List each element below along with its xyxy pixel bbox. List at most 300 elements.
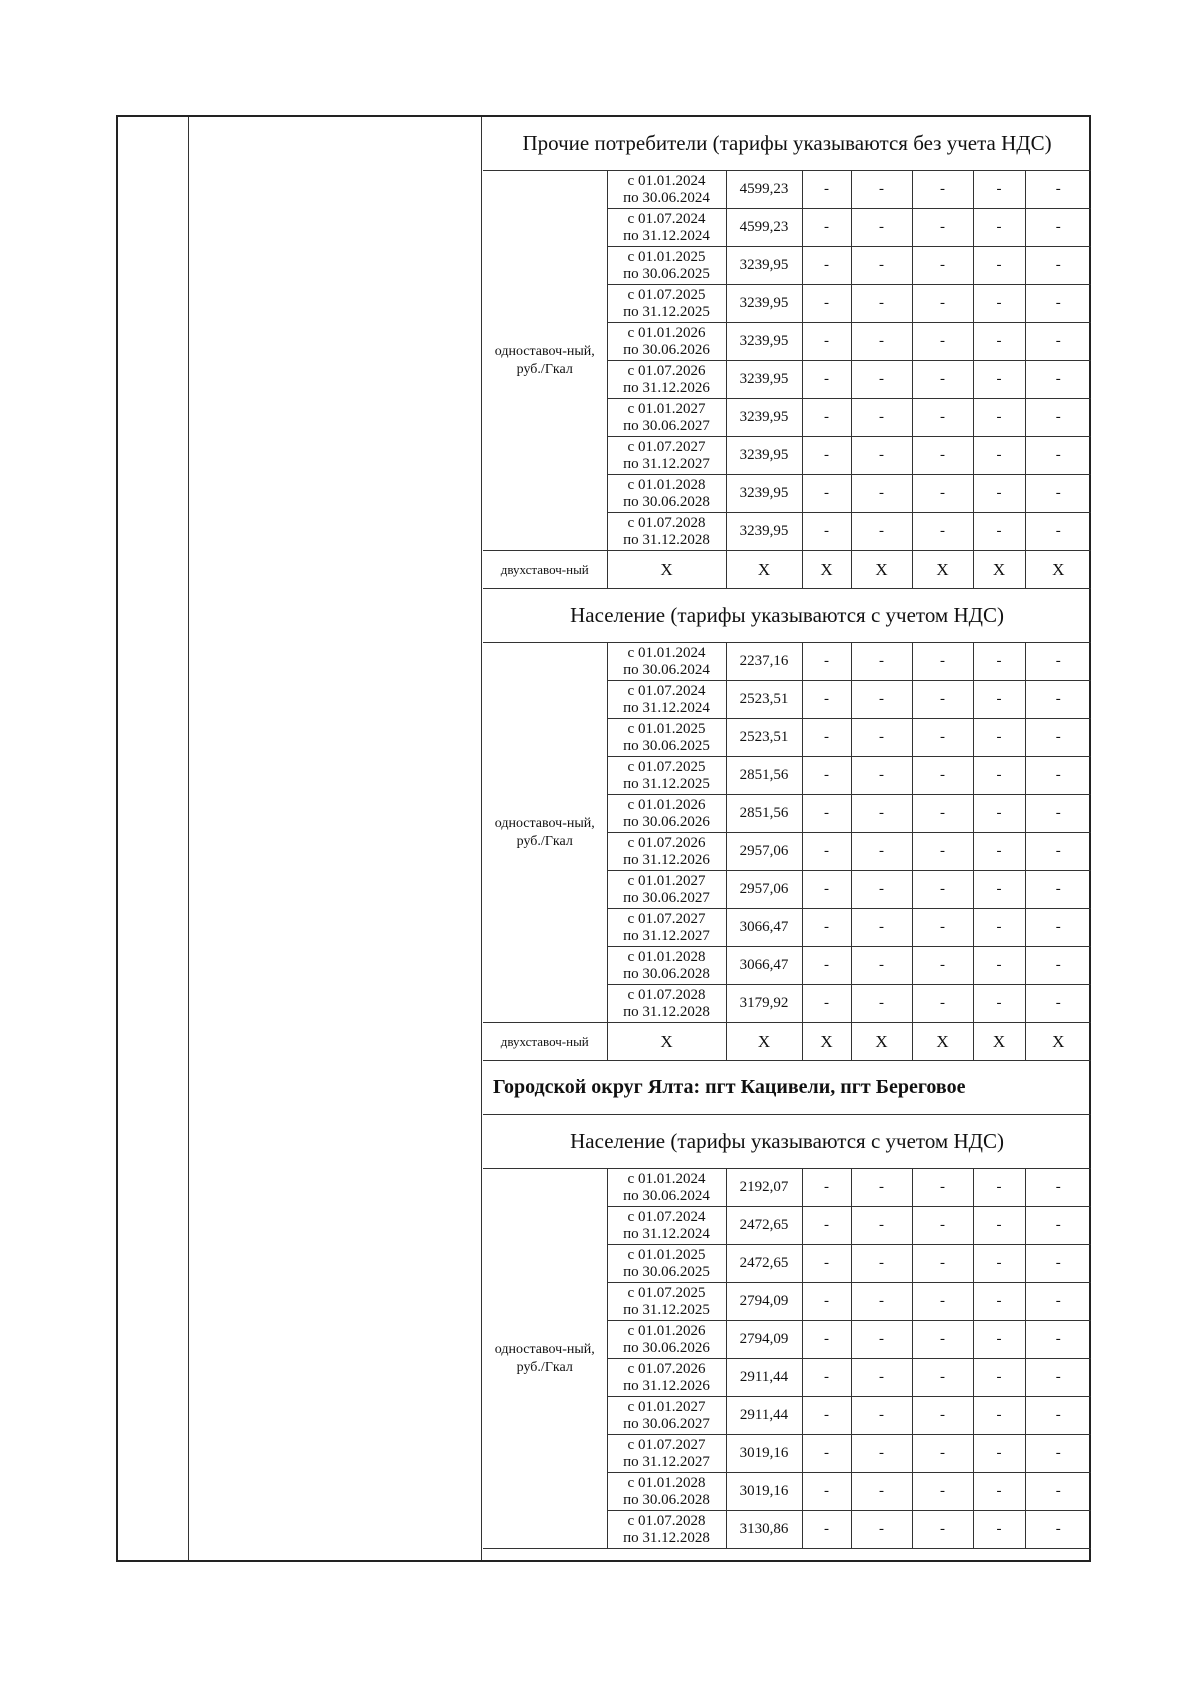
period-from: с 01.07.2027 [627,1436,706,1453]
empty-dash: - [912,1245,973,1283]
empty-dash: - [802,1169,851,1207]
empty-dash: - [851,475,912,513]
period-from: с 01.01.2024 [627,1170,706,1187]
period-to: по 31.12.2027 [623,1453,710,1470]
empty-dash: - [1025,475,1091,513]
empty-dash: - [851,437,912,475]
period-cell [607,247,726,285]
tariff-value: 2523,51 [726,719,802,757]
period-cell [607,719,726,757]
empty-dash: - [973,947,1025,985]
period-to: по 31.12.2028 [623,1003,710,1020]
empty-dash: - [973,871,1025,909]
period-from: с 01.07.2028 [627,514,706,531]
tariff-value: 3066,47 [726,909,802,947]
period-from: с 01.01.2025 [627,248,706,265]
not-applicable-mark: X [973,1023,1025,1061]
period-to: по 31.12.2026 [623,379,710,396]
empty-dash: - [1025,719,1091,757]
empty-dash: - [851,871,912,909]
tariff-row-double [483,1023,1091,1061]
period-cell [607,643,726,681]
period-from: с 01.01.2026 [627,1322,706,1339]
empty-dash: - [851,1435,912,1473]
tariff-value: 2957,06 [726,871,802,909]
period-from: с 01.07.2027 [627,438,706,455]
tariff-value: 3130,86 [726,1511,802,1549]
empty-dash: - [912,719,973,757]
not-applicable-mark: X [851,551,912,589]
tariff-value: 3019,16 [726,1473,802,1511]
period-to: по 30.06.2025 [623,737,710,754]
empty-dash: - [1025,1511,1091,1549]
empty-dash: - [802,833,851,871]
empty-dash: - [912,209,973,247]
empty-dash: - [1025,947,1091,985]
empty-dash: - [973,1359,1025,1397]
empty-dash: - [912,1511,973,1549]
period-to: по 30.06.2027 [623,889,710,906]
period-from: с 01.01.2028 [627,948,706,965]
empty-dash: - [851,209,912,247]
column-divider [481,117,482,1560]
period-cell [607,1321,726,1359]
empty-dash: - [851,1283,912,1321]
period-from: с 01.07.2028 [627,986,706,1003]
empty-dash: - [973,1397,1025,1435]
empty-dash: - [973,643,1025,681]
tariff-value: 2472,65 [726,1207,802,1245]
tariff-value: 2851,56 [726,795,802,833]
empty-dash: - [802,985,851,1023]
empty-dash: - [1025,681,1091,719]
empty-dash: - [851,247,912,285]
empty-dash: - [851,361,912,399]
not-applicable-mark: X [802,551,851,589]
empty-dash: - [973,437,1025,475]
period-from: с 01.07.2026 [627,834,706,851]
tariff-type-single: одноставоч-ный, руб./Гкал [483,643,607,1023]
period-from: с 01.01.2028 [627,476,706,493]
not-applicable-mark: X [607,1023,726,1061]
period-to: по 30.06.2028 [623,965,710,982]
empty-dash: - [802,947,851,985]
period-to: по 31.12.2026 [623,851,710,868]
empty-dash: - [851,909,912,947]
period-cell [607,985,726,1023]
empty-dash: - [851,985,912,1023]
tariff-value: 2957,06 [726,833,802,871]
empty-dash: - [802,1397,851,1435]
empty-dash: - [1025,1321,1091,1359]
empty-dash: - [912,361,973,399]
empty-dash: - [851,171,912,209]
period-cell [607,1207,726,1245]
empty-dash: - [851,1397,912,1435]
period-cell [607,1359,726,1397]
not-applicable-mark: X [1025,1023,1091,1061]
empty-dash: - [851,833,912,871]
not-applicable-mark: X [912,1023,973,1061]
period-from: с 01.07.2024 [627,682,706,699]
empty-dash: - [912,1321,973,1359]
tariff-value: 2523,51 [726,681,802,719]
tariff-value: 2911,44 [726,1397,802,1435]
period-to: по 31.12.2025 [623,1301,710,1318]
empty-dash: - [851,323,912,361]
empty-dash: - [851,1473,912,1511]
period-cell [607,1245,726,1283]
section-heading-row [483,117,1091,171]
not-applicable-mark: X [973,551,1025,589]
period-from: с 01.01.2026 [627,796,706,813]
empty-dash: - [851,681,912,719]
empty-dash: - [851,1169,912,1207]
empty-dash: - [973,323,1025,361]
section-heading: Население (тарифы указываются с учетом НДС) [483,1115,1091,1169]
empty-dash: - [973,171,1025,209]
empty-dash: - [912,1397,973,1435]
empty-dash: - [802,1435,851,1473]
empty-dash: - [973,1207,1025,1245]
empty-dash: - [1025,1435,1091,1473]
empty-dash: - [851,1207,912,1245]
empty-dash: - [851,1321,912,1359]
period-from: с 01.01.2027 [627,872,706,889]
empty-dash: - [912,947,973,985]
empty-dash: - [851,719,912,757]
empty-dash: - [973,795,1025,833]
empty-dash: - [973,909,1025,947]
empty-dash: - [851,513,912,551]
period-cell [607,171,726,209]
empty-dash: - [912,681,973,719]
not-applicable-mark: X [912,551,973,589]
empty-dash: - [912,871,973,909]
tariff-row [483,643,1091,681]
period-to: по 30.06.2024 [623,189,710,206]
empty-dash: - [802,643,851,681]
period-cell [607,399,726,437]
empty-dash: - [802,323,851,361]
empty-dash: - [1025,643,1091,681]
empty-dash: - [1025,437,1091,475]
period-to: по 31.12.2024 [623,1225,710,1242]
empty-dash: - [1025,285,1091,323]
tariff-value: 3239,95 [726,437,802,475]
period-cell [607,909,726,947]
period-to: по 31.12.2027 [623,455,710,472]
empty-dash: - [912,475,973,513]
period-cell [607,947,726,985]
tariff-value: 3239,95 [726,323,802,361]
empty-dash: - [912,323,973,361]
empty-dash: - [973,1321,1025,1359]
empty-dash: - [851,1359,912,1397]
empty-dash: - [802,247,851,285]
empty-dash: - [802,757,851,795]
empty-dash: - [851,399,912,437]
empty-dash: - [802,1473,851,1511]
period-from: с 01.07.2026 [627,362,706,379]
empty-dash: - [912,1473,973,1511]
period-cell [607,437,726,475]
period-to: по 31.12.2027 [623,927,710,944]
empty-dash: - [1025,757,1091,795]
period-from: с 01.07.2026 [627,1360,706,1377]
empty-dash: - [912,795,973,833]
empty-dash: - [802,1207,851,1245]
empty-dash: - [851,757,912,795]
empty-dash: - [802,171,851,209]
period-from: с 01.01.2027 [627,1398,706,1415]
period-to: по 30.06.2024 [623,1187,710,1204]
period-cell [607,1511,726,1549]
empty-dash: - [802,909,851,947]
tariff-value: 3066,47 [726,947,802,985]
empty-dash: - [1025,1359,1091,1397]
empty-dash: - [802,475,851,513]
empty-dash: - [912,985,973,1023]
empty-dash: - [912,757,973,795]
period-cell [607,757,726,795]
empty-dash: - [802,513,851,551]
empty-dash: - [1025,871,1091,909]
period-from: с 01.01.2028 [627,1474,706,1491]
empty-dash: - [973,719,1025,757]
empty-dash: - [1025,1283,1091,1321]
empty-dash: - [1025,909,1091,947]
empty-dash: - [802,361,851,399]
tariff-row [483,1169,1091,1207]
empty-dash: - [1025,1169,1091,1207]
empty-dash: - [851,795,912,833]
period-from: с 01.07.2028 [627,1512,706,1529]
tariff-type-single: одноставоч-ный, руб./Гкал [483,1169,607,1549]
period-from: с 01.07.2024 [627,1208,706,1225]
empty-dash: - [1025,399,1091,437]
empty-dash: - [802,871,851,909]
empty-dash: - [1025,247,1091,285]
period-cell [607,285,726,323]
empty-dash: - [1025,361,1091,399]
empty-dash: - [802,399,851,437]
empty-dash: - [973,247,1025,285]
tariff-value: 2192,07 [726,1169,802,1207]
period-cell [607,681,726,719]
not-applicable-mark: X [802,1023,851,1061]
empty-dash: - [973,399,1025,437]
empty-dash: - [912,1283,973,1321]
period-cell [607,513,726,551]
empty-dash: - [973,833,1025,871]
tariff-row [483,171,1091,209]
empty-dash: - [802,1321,851,1359]
empty-dash: - [973,681,1025,719]
empty-dash: - [851,643,912,681]
period-from: с 01.01.2025 [627,1246,706,1263]
empty-dash: - [1025,1397,1091,1435]
tariff-value: 3179,92 [726,985,802,1023]
empty-dash: - [802,1245,851,1283]
empty-dash: - [802,1511,851,1549]
tariff-value: 3239,95 [726,513,802,551]
empty-dash: - [1025,985,1091,1023]
period-to: по 31.12.2024 [623,227,710,244]
period-cell [607,871,726,909]
tariff-value: 2237,16 [726,643,802,681]
empty-dash: - [973,361,1025,399]
period-to: по 30.06.2024 [623,661,710,678]
period-to: по 31.12.2028 [623,1529,710,1546]
empty-dash: - [802,719,851,757]
tariff-type-double: двухставоч-ный [483,551,607,589]
period-to: по 30.06.2027 [623,1415,710,1432]
section-heading-row [483,1115,1091,1169]
empty-dash: - [1025,1245,1091,1283]
empty-dash: - [912,1435,973,1473]
period-cell [607,475,726,513]
tariff-value: 2472,65 [726,1245,802,1283]
period-cell [607,1397,726,1435]
period-cell [607,1435,726,1473]
empty-dash: - [912,513,973,551]
empty-dash: - [802,209,851,247]
period-from: с 01.01.2026 [627,324,706,341]
tariff-table-body [483,117,1091,1549]
period-to: по 30.06.2028 [623,1491,710,1508]
empty-dash: - [1025,171,1091,209]
empty-dash: - [973,513,1025,551]
empty-dash: - [912,1169,973,1207]
period-to: по 30.06.2027 [623,417,710,434]
empty-dash: - [912,399,973,437]
district-heading: Городской округ Ялта: пгт Кацивели, пгт Береговое [483,1061,1091,1115]
empty-dash: - [973,475,1025,513]
empty-dash: - [851,947,912,985]
period-cell [607,833,726,871]
empty-dash: - [912,1207,973,1245]
column-divider [188,117,189,1560]
not-applicable-mark: X [1025,551,1091,589]
empty-dash: - [1025,1473,1091,1511]
period-from: с 01.01.2025 [627,720,706,737]
empty-dash: - [802,681,851,719]
tariff-row-double [483,551,1091,589]
tariff-value: 3239,95 [726,475,802,513]
period-cell [607,795,726,833]
empty-dash: - [973,1511,1025,1549]
tariff-value: 2851,56 [726,757,802,795]
tariff-value: 2794,09 [726,1283,802,1321]
empty-dash: - [912,909,973,947]
tariff-value: 2794,09 [726,1321,802,1359]
tariff-value: 2911,44 [726,1359,802,1397]
not-applicable-mark: X [726,551,802,589]
district-heading-row [483,1061,1091,1115]
empty-dash: - [912,171,973,209]
tariff-value: 4599,23 [726,171,802,209]
empty-dash: - [802,795,851,833]
empty-dash: - [851,1245,912,1283]
tariff-value: 3239,95 [726,285,802,323]
section-heading: Население (тарифы указываются с учетом НДС) [483,589,1091,643]
empty-dash: - [851,285,912,323]
empty-dash: - [973,757,1025,795]
empty-dash: - [973,985,1025,1023]
empty-dash: - [912,247,973,285]
period-to: по 30.06.2026 [623,341,710,358]
empty-dash: - [973,285,1025,323]
period-to: по 31.12.2024 [623,699,710,716]
period-to: по 31.12.2025 [623,303,710,320]
empty-dash: - [802,437,851,475]
period-to: по 30.06.2026 [623,1339,710,1356]
period-cell [607,1283,726,1321]
period-from: с 01.07.2024 [627,210,706,227]
period-from: с 01.07.2025 [627,1284,706,1301]
tariff-value: 3239,95 [726,247,802,285]
empty-dash: - [912,833,973,871]
empty-dash: - [912,285,973,323]
not-applicable-mark: X [726,1023,802,1061]
tariff-value: 3239,95 [726,399,802,437]
period-cell [607,1473,726,1511]
period-cell [607,209,726,247]
empty-dash: - [802,1359,851,1397]
period-from: с 01.07.2027 [627,910,706,927]
empty-dash: - [1025,513,1091,551]
period-to: по 30.06.2025 [623,265,710,282]
period-to: по 30.06.2026 [623,813,710,830]
period-from: с 01.07.2025 [627,758,706,775]
period-from: с 01.07.2025 [627,286,706,303]
empty-dash: - [1025,795,1091,833]
period-to: по 31.12.2026 [623,1377,710,1394]
period-to: по 31.12.2025 [623,775,710,792]
empty-dash: - [851,1511,912,1549]
tariff-type-double: двухставоч-ный [483,1023,607,1061]
period-cell [607,1169,726,1207]
empty-dash: - [973,1435,1025,1473]
empty-dash: - [973,1283,1025,1321]
empty-dash: - [973,209,1025,247]
period-to: по 30.06.2028 [623,493,710,510]
empty-dash: - [1025,833,1091,871]
empty-dash: - [1025,209,1091,247]
period-to: по 30.06.2025 [623,1263,710,1280]
empty-dash: - [802,285,851,323]
empty-dash: - [1025,1207,1091,1245]
section-heading: Прочие потребители (тарифы указываются без учета НДС) [483,117,1091,171]
empty-dash: - [973,1169,1025,1207]
period-from: с 01.01.2024 [627,172,706,189]
tariff-type-single: одноставоч-ный, руб./Гкал [483,171,607,551]
tariff-sheet [116,115,1091,1562]
not-applicable-mark: X [851,1023,912,1061]
empty-dash: - [973,1245,1025,1283]
period-cell [607,323,726,361]
period-from: с 01.01.2024 [627,644,706,661]
empty-dash: - [1025,323,1091,361]
tariff-value: 3239,95 [726,361,802,399]
period-from: с 01.01.2027 [627,400,706,417]
section-heading-row [483,589,1091,643]
empty-dash: - [973,1473,1025,1511]
period-cell [607,361,726,399]
empty-dash: - [912,643,973,681]
empty-dash: - [802,1283,851,1321]
